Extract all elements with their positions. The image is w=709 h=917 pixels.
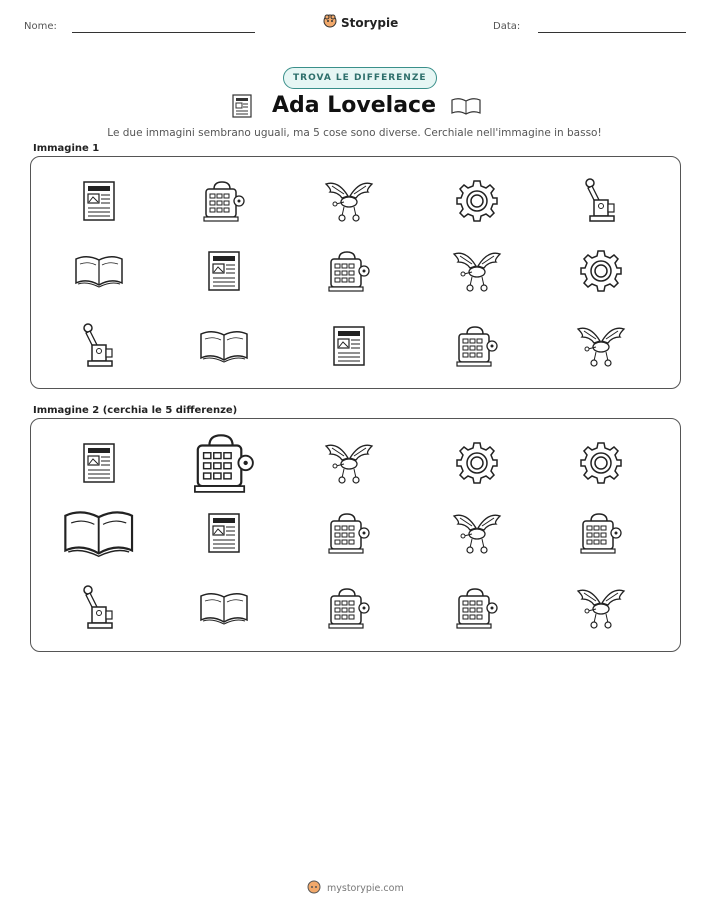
newspaper-icon bbox=[232, 94, 252, 122]
image1-open-book-icon[interactable] bbox=[73, 253, 125, 293]
image2-lever-icon[interactable] bbox=[80, 585, 118, 635]
image2-label: Immagine 2 (cerchia le 5 differenze) bbox=[33, 405, 238, 416]
name-line[interactable] bbox=[72, 32, 255, 33]
image1-panel bbox=[30, 156, 681, 389]
image2-calculator-icon[interactable] bbox=[327, 511, 371, 559]
footer-site: mystorypie.com bbox=[327, 883, 404, 894]
image2-flying-machine-icon[interactable] bbox=[452, 510, 502, 560]
image2-gear-icon[interactable] bbox=[455, 441, 499, 489]
image1-lever-icon[interactable] bbox=[582, 178, 620, 228]
image2-calculator-icon[interactable] bbox=[327, 586, 371, 634]
image2-flying-machine-icon[interactable] bbox=[324, 440, 374, 490]
image1-lever-icon[interactable] bbox=[80, 323, 118, 373]
open-book-icon bbox=[450, 96, 482, 120]
image1-flying-machine-icon[interactable] bbox=[324, 178, 374, 228]
image2-calculator-icon[interactable] bbox=[192, 431, 256, 499]
footer bbox=[307, 880, 404, 897]
image2-calculator-icon[interactable] bbox=[455, 586, 499, 634]
brand-name: Storypie bbox=[341, 15, 399, 30]
image2-newspaper-icon[interactable] bbox=[82, 442, 116, 488]
image1-flying-machine-icon[interactable] bbox=[452, 248, 502, 298]
instructions: Le due immagini sembrano uguali, ma 5 cose sono diverse. Cerchiale nell'immagine in basso! bbox=[107, 127, 602, 139]
image1-newspaper-icon[interactable] bbox=[207, 250, 241, 296]
image1-label: Immagine 1 bbox=[33, 143, 100, 154]
image1-calculator-icon[interactable] bbox=[202, 179, 246, 227]
name-label: Nome: bbox=[24, 21, 57, 32]
image2-gear-icon[interactable] bbox=[579, 441, 623, 489]
page-title: Ada Lovelace bbox=[272, 93, 437, 118]
storypie-logo-icon bbox=[323, 14, 337, 31]
date-line[interactable] bbox=[538, 32, 686, 33]
image2-calculator-icon[interactable] bbox=[579, 511, 623, 559]
activity-badge: TROVA LE DIFFERENZE bbox=[283, 67, 437, 89]
image1-gear-icon[interactable] bbox=[455, 179, 499, 227]
image2-flying-machine-icon[interactable] bbox=[576, 585, 626, 635]
image1-newspaper-icon[interactable] bbox=[332, 325, 366, 371]
image1-newspaper-icon[interactable] bbox=[82, 180, 116, 226]
image1-calculator-icon[interactable] bbox=[327, 249, 371, 297]
date-label: Data: bbox=[493, 21, 521, 32]
image1-open-book-icon[interactable] bbox=[198, 328, 250, 368]
storypie-logo-icon bbox=[307, 880, 321, 897]
image2-newspaper-icon[interactable] bbox=[207, 512, 241, 558]
image1-flying-machine-icon[interactable] bbox=[576, 323, 626, 373]
image2-open-book-icon[interactable] bbox=[198, 590, 250, 630]
image1-calculator-icon[interactable] bbox=[455, 324, 499, 372]
image2-open-book-icon[interactable] bbox=[61, 507, 136, 563]
brand-logo bbox=[323, 14, 398, 31]
image1-gear-icon[interactable] bbox=[579, 249, 623, 297]
image2-panel[interactable] bbox=[30, 418, 681, 652]
